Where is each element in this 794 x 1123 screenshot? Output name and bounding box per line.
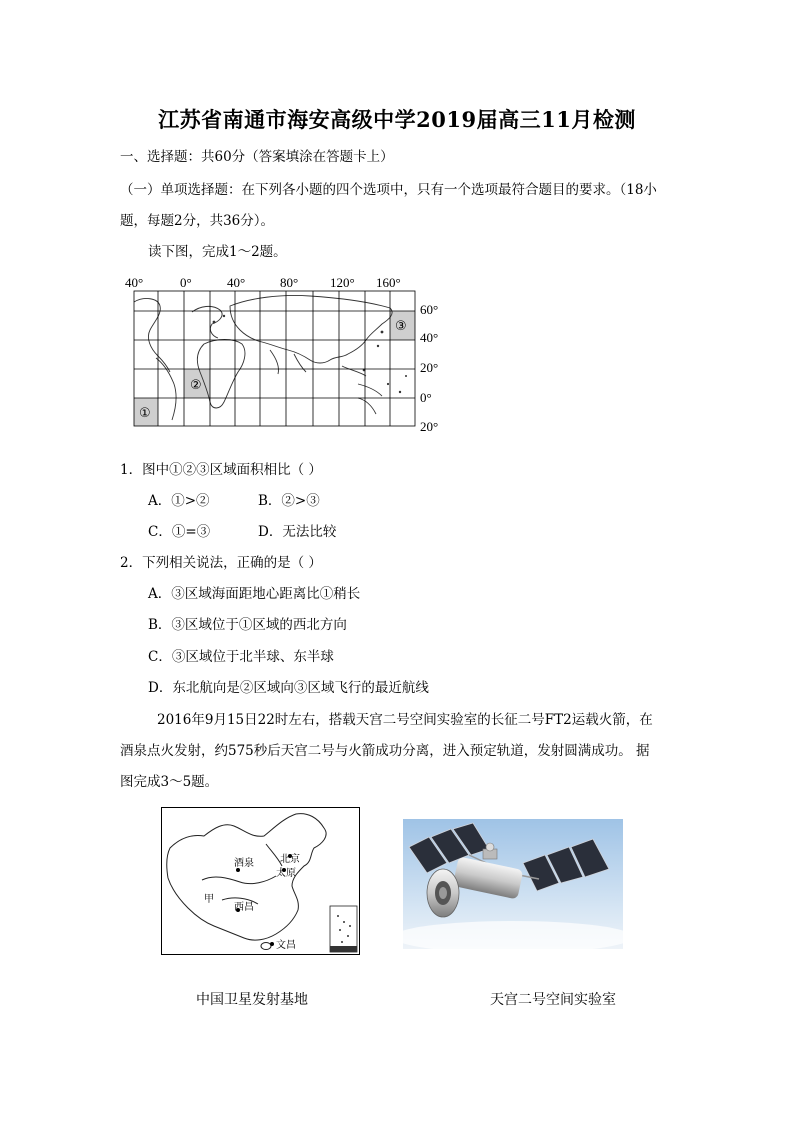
region-1-label: ① bbox=[139, 406, 151, 421]
world-grid-map-svg bbox=[120, 272, 450, 432]
lat-tick: 40° bbox=[420, 330, 439, 345]
region-3-label: ③ bbox=[395, 319, 407, 334]
islands bbox=[213, 315, 407, 393]
lat-tick: 20° bbox=[420, 360, 439, 375]
question-1-option-a: A．①>② bbox=[148, 493, 210, 509]
intro-questions-1-2: 读下图，完成1～2题。 bbox=[148, 244, 287, 260]
south-china-sea-inset bbox=[330, 906, 357, 952]
passage-line-1: 2016年9月15日22时左右，搭载天宫二号空间实验室的长征二号FT2运载火箭，在 bbox=[157, 712, 653, 728]
lon-tick: 80° bbox=[280, 275, 299, 290]
question-2-option-b: B．③区域位于①区域的西北方向 bbox=[148, 617, 347, 633]
lat-tick: 0° bbox=[420, 390, 432, 405]
station-caption: 天宫二号空间实验室 bbox=[490, 992, 616, 1008]
tiangong-2-svg bbox=[403, 819, 623, 949]
question-1-option-d: D．无法比较 bbox=[258, 524, 337, 540]
label-wenchang: 文昌 bbox=[276, 940, 296, 951]
question-2-option-c: C．③区域位于北半球、东半球 bbox=[148, 649, 334, 665]
lon-tick: 120° bbox=[330, 275, 355, 290]
china-launch-base-map bbox=[161, 807, 360, 955]
question-2-option-d: D．东北航向是②区域向③区域飞行的最近航线 bbox=[148, 680, 429, 696]
label-jia: 甲 bbox=[204, 894, 214, 905]
label-xichang: 西昌 bbox=[234, 902, 254, 913]
question-2-option-a: A．③区域海面距地心距离比①稍长 bbox=[148, 586, 361, 602]
china-map-caption: 中国卫星发射基地 bbox=[196, 992, 308, 1008]
inset-scale-bar bbox=[330, 946, 357, 952]
instruction-line-1: （一）单项选择题：在下列各小题的四个选项中，只有一个选项最符合题目的要求。（18小 bbox=[120, 182, 657, 198]
lon-tick: 160° bbox=[376, 275, 401, 290]
wenchang-dot bbox=[270, 942, 274, 946]
tiangong-2-image bbox=[403, 819, 623, 949]
lat-tick: 20° bbox=[420, 419, 439, 432]
lat-tick: 60° bbox=[420, 302, 439, 317]
label-taiyuan: 太原 bbox=[276, 868, 296, 879]
page-title: 江苏省南通市海安高级中学2019届高三11月检测 bbox=[158, 107, 636, 132]
lat-lon-grid bbox=[134, 291, 415, 426]
region-2-label: ② bbox=[190, 378, 202, 393]
question-1-stem: 1．图中①②③区域面积相比（ ） bbox=[120, 462, 322, 478]
question-1-option-c: C．①=③ bbox=[148, 524, 211, 540]
china-map-svg bbox=[162, 808, 359, 954]
section-heading: 一、选择题：共60分（答案填涂在答题卡上） bbox=[120, 149, 394, 165]
lon-tick: 40° bbox=[125, 275, 144, 290]
passage-line-3: 图完成3～5题。 bbox=[120, 774, 219, 790]
china-outline bbox=[167, 814, 326, 940]
hainan-island bbox=[261, 943, 271, 950]
question-2-stem: 2．下列相关说法，正确的是（ ） bbox=[120, 555, 322, 571]
world-grid-map bbox=[120, 272, 450, 432]
lon-tick: 0° bbox=[180, 275, 192, 290]
instruction-line-2: 题，每题2分，共36分）。 bbox=[120, 213, 275, 229]
lon-tick: 40° bbox=[227, 275, 246, 290]
passage-line-2: 酒泉点火发射，约575秒后天宫二号与火箭成功分离，进入预定轨道，发射圆满成功。 据 bbox=[120, 743, 650, 759]
label-jiuquan: 酒泉 bbox=[234, 858, 254, 869]
cloud-layer bbox=[403, 921, 623, 949]
continent-outlines bbox=[134, 295, 392, 420]
label-beijing: 北京 bbox=[280, 854, 300, 865]
question-1-option-b: B．②>③ bbox=[258, 493, 320, 509]
